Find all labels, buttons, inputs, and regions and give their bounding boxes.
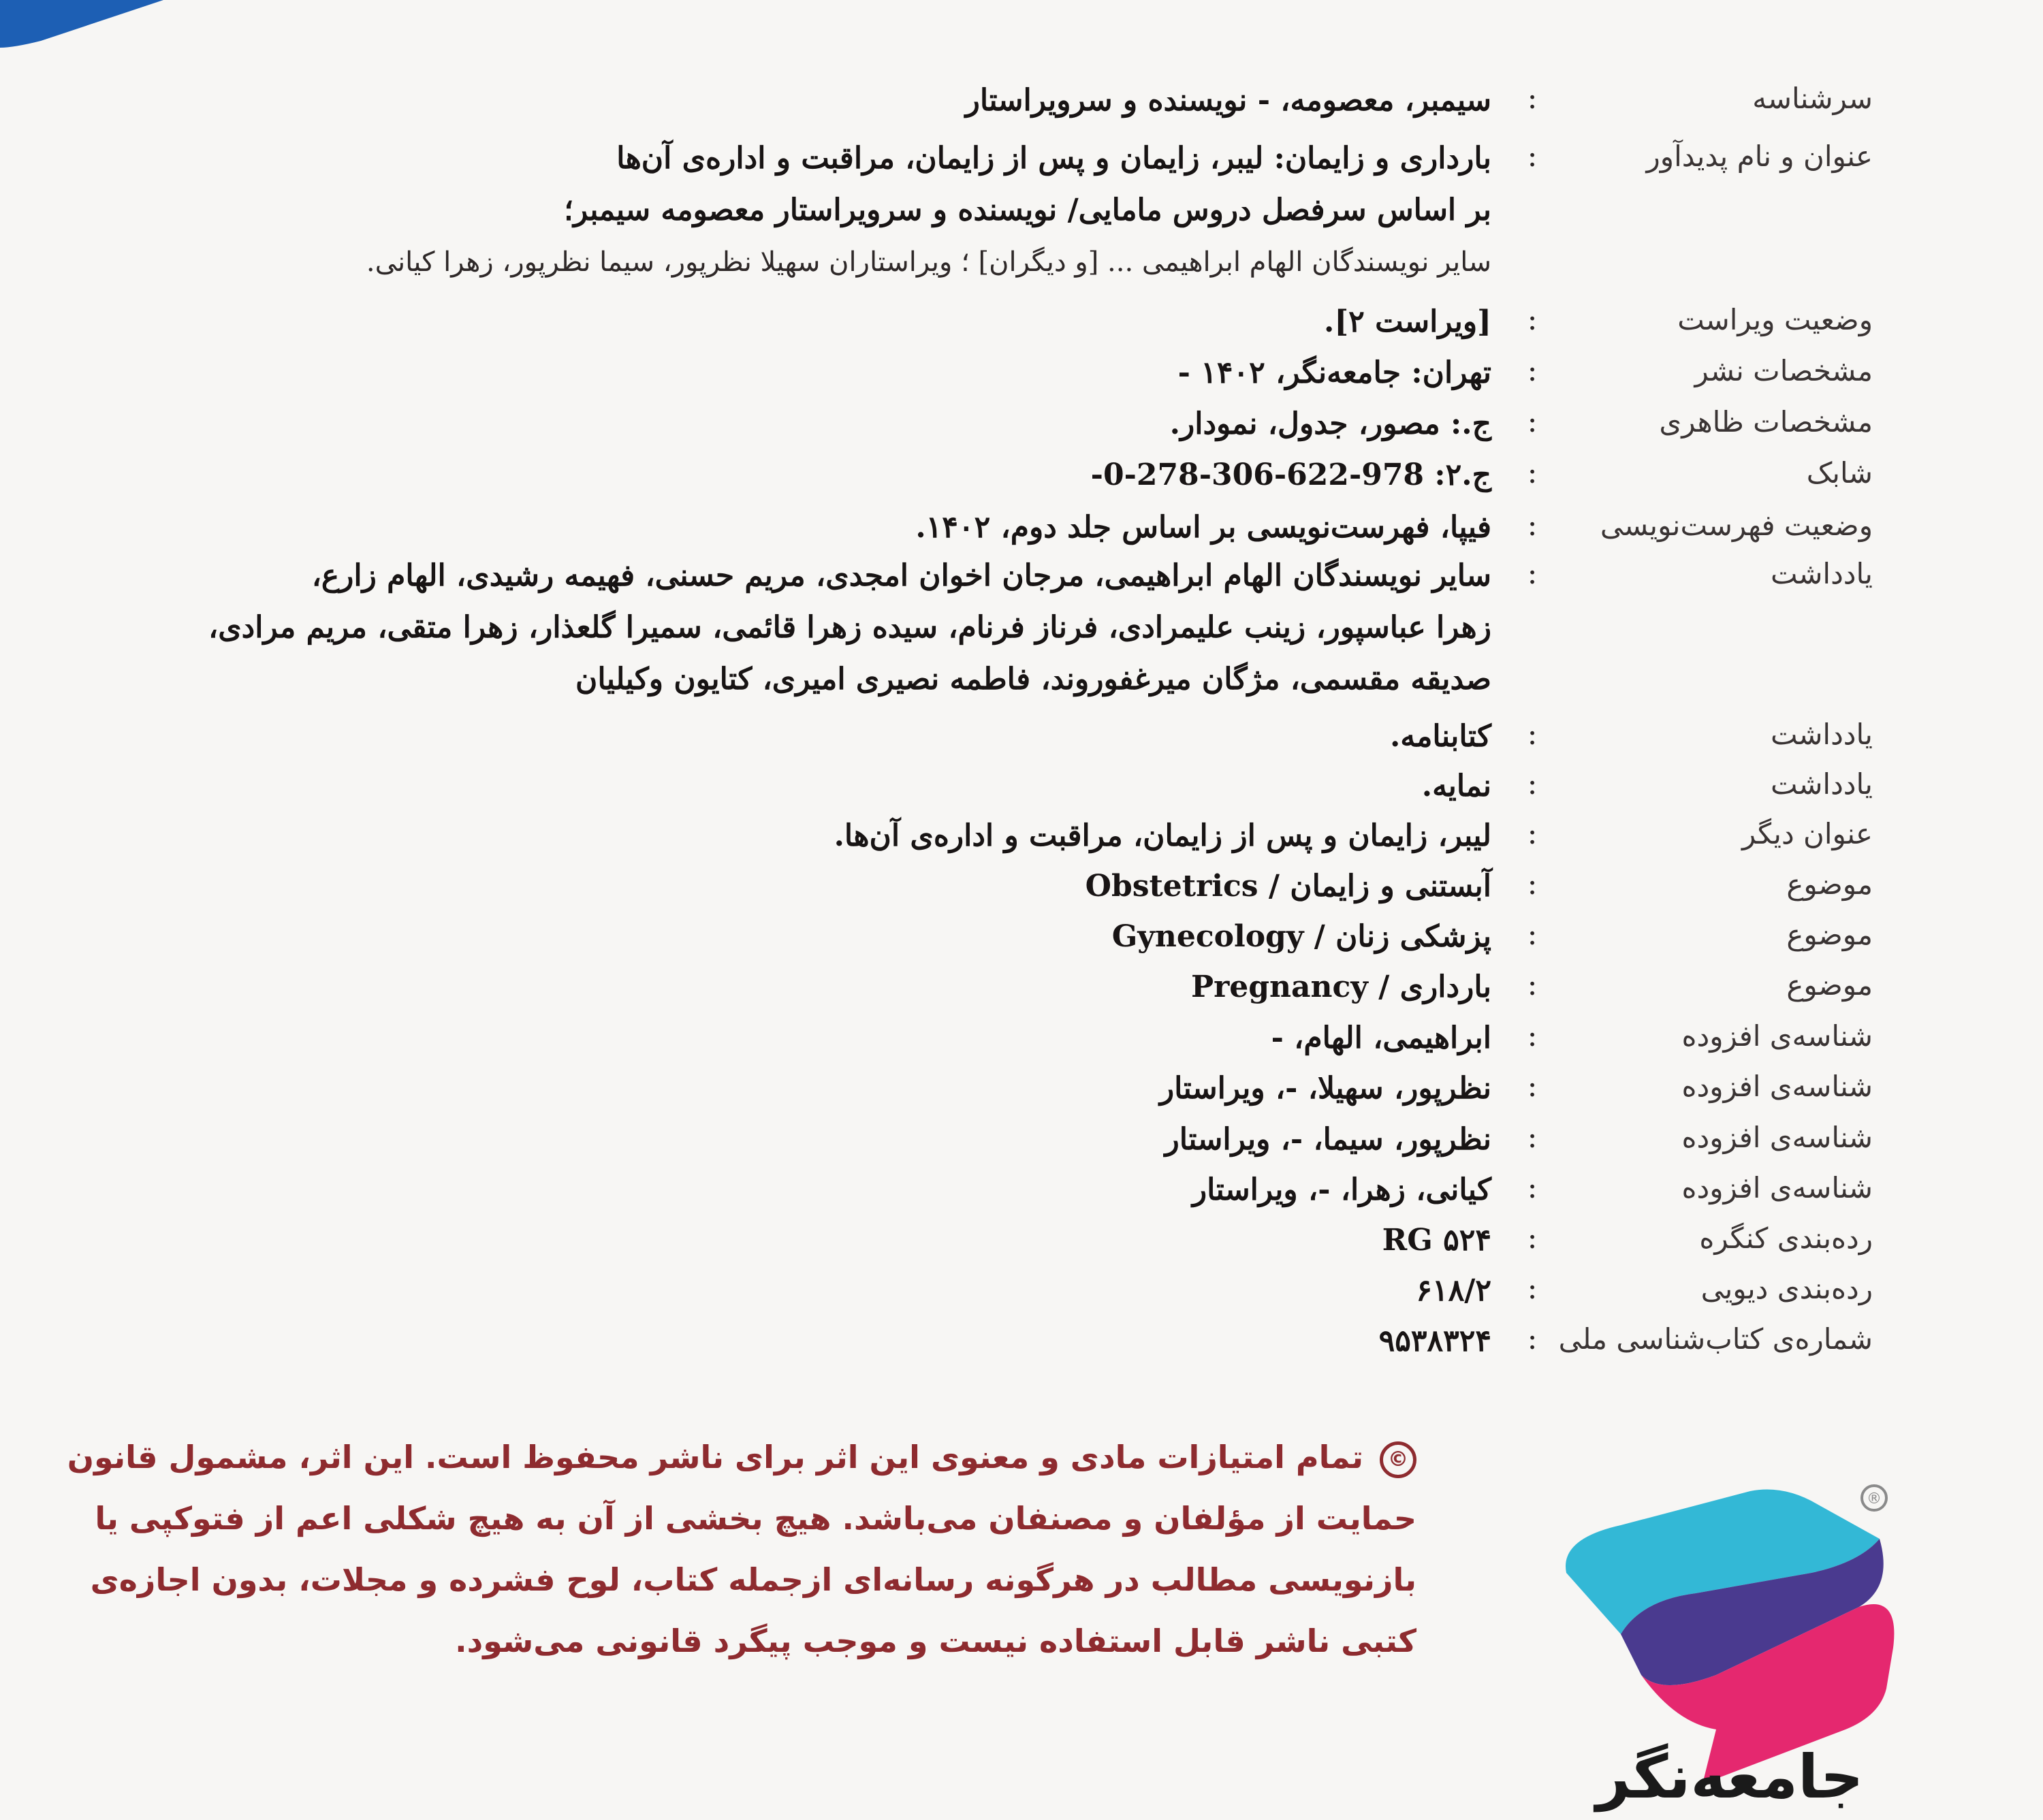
catalog-field-label: یادداشت xyxy=(1771,557,1873,590)
catalog-row xyxy=(0,502,2043,549)
catalog-colon: : xyxy=(1527,1120,1538,1155)
catalog-colon: : xyxy=(1527,1069,1538,1104)
catalog-field-label: شناسه‌ی افزوده xyxy=(1681,1171,1873,1204)
copyright-line: حمایت از مؤلفان و مصنفان می‌باشد. هیچ بخشی از آن به هیچ شکلی اعم از فتوکپی یا xyxy=(95,1500,1416,1537)
catalog-value-line: ج.: مصور، جدول، نمودار. xyxy=(1169,406,1491,441)
catalog-row xyxy=(0,1114,2043,1162)
catalog-colon: : xyxy=(1527,1271,1538,1306)
catalog-field-value xyxy=(225,133,1491,288)
publisher-logo-text: جامعه‌نگر xyxy=(1596,1742,1864,1812)
catalog-field-label: وضعیت فهرست‌نویسی xyxy=(1600,509,1873,542)
catalog-row xyxy=(0,761,2043,808)
catalog-field-label: موضوع xyxy=(1786,918,1873,951)
catalog-colon: : xyxy=(1527,508,1538,543)
catalog-colon: : xyxy=(1527,1170,1538,1205)
catalog-field-label: موضوع xyxy=(1786,867,1873,901)
catalog-value-line: لیبر، زایمان و پس از زایمان، مراقبت و اداره‌ی آن‌ها. xyxy=(834,818,1491,853)
catalog-field-label: یادداشت xyxy=(1771,767,1873,801)
catalog-field-value xyxy=(225,711,1491,763)
catalog-field-value xyxy=(225,347,1491,399)
catalog-value-line: نظرپور، سهیلا، -، ویراستار xyxy=(1159,1071,1491,1106)
catalog-row xyxy=(0,1215,2043,1262)
catalog-field-value xyxy=(208,550,1491,705)
catalog-value-line: صدیقه مقسمی، مژگان میرغفوروند، فاطمه نصیری امیری، کتایون وکیلیان xyxy=(575,662,1491,697)
catalog-value-line: بر اساس سرفصل دروس مامایی/ نویسنده و سرویراستار معصومه سیمبر؛ xyxy=(563,193,1491,227)
catalog-field-label: شناسه‌ی افزوده xyxy=(1681,1070,1873,1103)
copyright-notice xyxy=(68,1426,1416,1699)
catalog-field-label: مشخصات نشر xyxy=(1694,354,1873,387)
catalog-row xyxy=(0,1012,2043,1060)
catalog-field-label: موضوع xyxy=(1786,968,1873,1002)
catalog-field-label: عنوان و نام پدیدآور xyxy=(1646,140,1873,173)
catalog-colon: : xyxy=(1527,867,1538,901)
catalog-colon: : xyxy=(1527,1221,1538,1256)
catalog-row xyxy=(0,911,2043,959)
catalog-field-value xyxy=(225,1114,1491,1166)
catalog-value-line: کیانی، زهرا، -، ویراستار xyxy=(1192,1172,1491,1207)
catalog-field-value xyxy=(225,861,1491,912)
catalog-field-label: شابک xyxy=(1806,456,1873,490)
catalog-field-label: شماره‌ی کتاب‌شناسی ملی xyxy=(1558,1322,1873,1356)
copyright-line xyxy=(68,1426,1416,1488)
catalog-colon: : xyxy=(1527,717,1538,752)
catalog-field-label: عنوان دیگر xyxy=(1741,817,1873,850)
catalog-colon: : xyxy=(1527,816,1538,851)
catalog-field-value xyxy=(225,1315,1491,1367)
catalog-field-label: مشخصات ظاهری xyxy=(1659,405,1873,438)
catalog-value-line: نظرپور، سیما، -، ویراستار xyxy=(1165,1122,1491,1157)
catalog-field-value xyxy=(225,761,1491,812)
catalog-row xyxy=(0,133,2043,278)
catalog-field-value xyxy=(225,961,1491,1013)
catalog-row xyxy=(0,1265,2043,1313)
catalog-value-line: بارداری / Pregnancy xyxy=(1191,970,1491,1004)
catalog-value-line: ابراهیمی، الهام، - xyxy=(1271,1021,1491,1055)
catalog-colon: : xyxy=(1527,456,1538,490)
catalog-field-value xyxy=(225,810,1491,862)
catalog-field-label: یادداشت xyxy=(1771,718,1873,751)
catalog-row xyxy=(0,296,2043,344)
catalog-colon: : xyxy=(1527,556,1538,591)
catalog-value-line: ج.۲: 978-622-306-278-0- xyxy=(1090,458,1491,492)
copyright-text-1: تمام امتیازات مادی و معنوی این اثر برای ناشر محفوظ است. این اثر، مشمول قانون xyxy=(67,1439,1363,1475)
catalog-colon: : xyxy=(1527,353,1538,388)
catalog-value-line: آبستنی و زایمان / Obstetrics xyxy=(1085,869,1491,904)
catalog-row xyxy=(0,449,2043,497)
catalog-value-line: بارداری و زایمان: لیبر، زایمان و پس از زایمان، مراقبت و اداره‌ی آن‌ها xyxy=(616,141,1491,176)
catalog-row xyxy=(0,550,2043,697)
copyright-line: بازنویسی مطالب در هرگونه رسانه‌ای ازجمله کتاب، لوح فشرده و مجلات، بدون اجازه‌ی xyxy=(90,1561,1416,1598)
catalog-colon: : xyxy=(1527,1322,1538,1356)
catalog-value-line: سایر نویسندگان الهام ابراهیمی ... [و دیگران] ؛ ویراستاران سهیلا نظرپور، سیما نظرپور، زهرا کیانی. xyxy=(366,246,1491,278)
catalog-row xyxy=(0,961,2043,1009)
catalog-value-line: پزشکی زنان / Gynecology xyxy=(1111,919,1491,954)
catalog-row xyxy=(0,347,2043,395)
catalog-field-value xyxy=(225,1164,1491,1216)
catalog-colon: : xyxy=(1527,302,1538,337)
catalog-value-line: فیپا، فهرست‌نویسی بر اساس جلد دوم، ۱۴۰۲. xyxy=(915,510,1491,545)
catalog-row xyxy=(0,1315,2043,1363)
catalog-value-line: نمایه. xyxy=(1421,769,1491,803)
catalog-field-value xyxy=(225,1063,1491,1115)
catalog-field-value xyxy=(225,1265,1491,1317)
catalog-field-value xyxy=(225,1012,1491,1064)
catalog-field-value xyxy=(225,296,1491,348)
catalog-value-line: تهران: جامعه‌نگر، ۱۴۰۲ - xyxy=(1177,355,1491,390)
catalog-colon: : xyxy=(1527,1019,1538,1053)
catalog-field-value xyxy=(225,502,1491,554)
catalog-colon: : xyxy=(1527,917,1538,952)
catalog-row xyxy=(0,1164,2043,1212)
catalog-field-value xyxy=(225,449,1491,501)
catalog-colon: : xyxy=(1527,404,1538,439)
copyright-line: کتبی ناشر قابل استفاده نیست و موجب پیگرد قانونی می‌شود. xyxy=(455,1623,1416,1659)
catalog-field-value xyxy=(225,911,1491,963)
catalog-field-label: شناسه‌ی افزوده xyxy=(1681,1019,1873,1053)
catalog-field-label: شناسه‌ی افزوده xyxy=(1681,1121,1873,1154)
catalog-colon: : xyxy=(1527,139,1538,174)
catalog-row xyxy=(0,711,2043,759)
catalog-value-line: [ویراست ۲]. xyxy=(1324,304,1491,339)
catalog-value-line: سایر نویسندگان الهام ابراهیمی، مرجان اخوان امجدی، مریم حسنی، فهیمه رشیدی، الهام زارع، xyxy=(311,558,1491,593)
catalog-value-line: RG ۵۲۴ xyxy=(1382,1223,1491,1258)
catalog-row xyxy=(0,810,2043,858)
catalog-field-value xyxy=(225,1215,1491,1266)
catalog-value-line: ۹۵۳۸۳۲۴ xyxy=(1378,1324,1491,1358)
catalog-row xyxy=(0,398,2043,446)
registered-mark: ® xyxy=(1867,1490,1882,1507)
catalog-row xyxy=(0,861,2043,908)
catalog-value-line: زهرا عباسپور، زینب علیمرادی، فرناز فرنام، سیده زهرا قائمی، سمیرا گلعذار، زهرا متقی، مریم مرادی، xyxy=(208,610,1491,645)
catalog-field-label: رده‌بندی دیویی xyxy=(1700,1272,1873,1305)
catalog-colon: : xyxy=(1527,767,1538,801)
catalog-field-value xyxy=(225,75,1491,127)
catalog-colon: : xyxy=(1527,81,1538,116)
catalog-field-label: سرشناسه xyxy=(1752,82,1873,115)
catalog-colon: : xyxy=(1527,968,1538,1002)
catalog-field-label: وضعیت ویراست xyxy=(1677,303,1873,336)
copyright-symbol-icon: © xyxy=(1380,1441,1416,1478)
catalog-row xyxy=(0,75,2043,123)
catalog-row xyxy=(0,1063,2043,1111)
catalog-value-line: کتابنامه. xyxy=(1389,719,1491,754)
catalog-field-value xyxy=(225,398,1491,450)
catalog-field-label: رده‌بندی کنگره xyxy=(1699,1222,1873,1255)
catalog-value-line: سیمبر، معصومه، - نویسنده و سرویراستار xyxy=(965,83,1491,118)
catalog-value-line: ۶۱۸/۲ xyxy=(1416,1273,1491,1308)
